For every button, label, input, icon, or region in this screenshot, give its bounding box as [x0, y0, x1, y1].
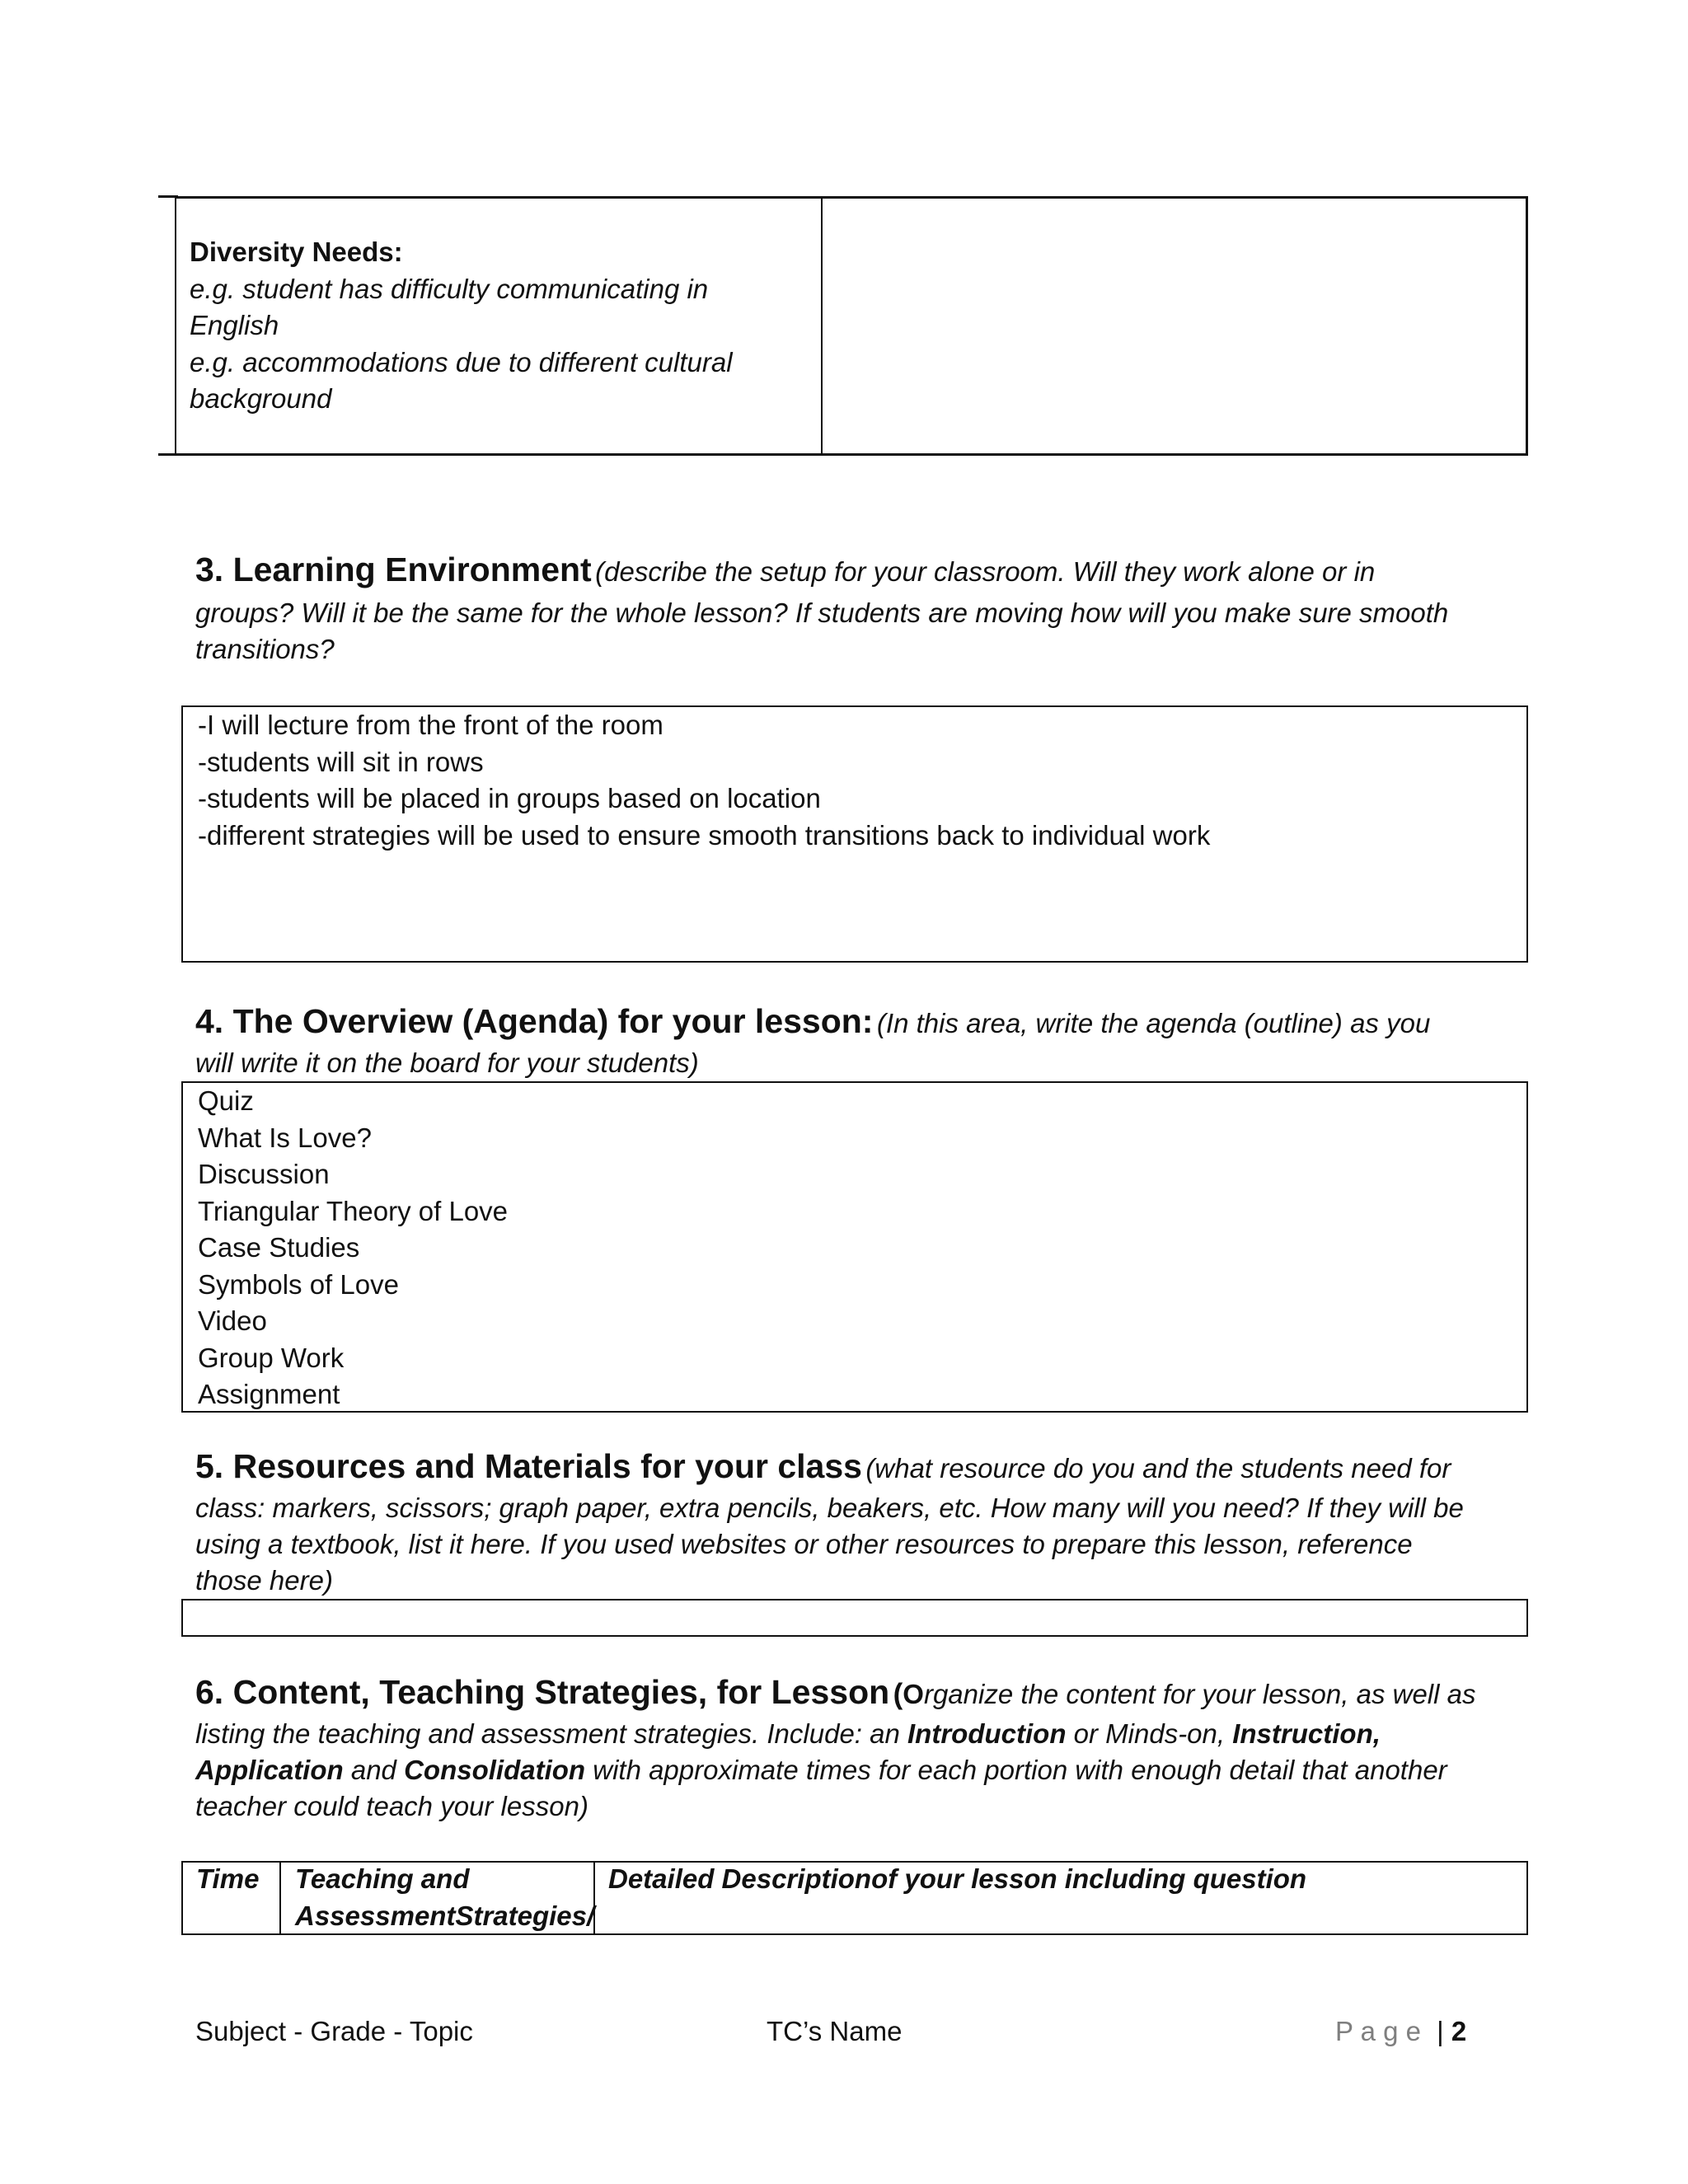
lesson-table-header-description: Detailed Descriptionof your lesson including question: [608, 1863, 1307, 1894]
lesson-table-header-strategies: [295, 1861, 594, 1934]
list-item: -I will lecture from the front of the room: [198, 710, 663, 740]
section-3-instruction: (describe the setup for your classroom. Will they work alone or in: [595, 556, 1376, 587]
footer-subject: Subject - Grade - Topic: [195, 2016, 473, 2046]
page-num: 2: [1451, 2016, 1467, 2046]
learning-environment-box[interactable]: [181, 705, 1528, 963]
section-5-instruction: using a textbook, list it here. If you used websites or other resources to prepare this lesson, reference: [195, 1529, 1413, 1559]
resources-box[interactable]: [181, 1599, 1528, 1637]
section-5-title: 5. Resources and Materials for your class: [195, 1447, 862, 1485]
instruction-text: ,: [1372, 1718, 1381, 1749]
list-item: Case Studies: [198, 1232, 360, 1263]
list-item: What Is Love?: [198, 1122, 372, 1153]
section-4-instruction: will write it on the board for your students): [195, 1047, 699, 1078]
section-6-o: O: [903, 1679, 924, 1709]
page-label: P a g e: [1335, 2016, 1421, 2046]
lesson-table-header-time: Time: [196, 1863, 260, 1894]
footer-tc-name: TC’s Name: [767, 2016, 903, 2046]
list-item: Video: [198, 1305, 267, 1336]
list-item: Quiz: [198, 1085, 254, 1116]
instruction-text: listing the teaching and assessment strategies. Include: an: [195, 1718, 908, 1749]
list-item: Assignment: [198, 1379, 340, 1409]
section-4-heading: [195, 1002, 1430, 1041]
instruction-bold: Introduction: [907, 1718, 1067, 1749]
page-separator: |: [1437, 2016, 1444, 2046]
diversity-line: e.g. student has difficulty communicating in: [190, 273, 709, 304]
instruction-text: or Minds-on,: [1066, 1718, 1233, 1749]
diversity-line: English: [190, 310, 279, 340]
section-6-heading: [195, 1673, 1475, 1712]
section-6-instruction: rganize the content for your lesson, as well as: [923, 1679, 1476, 1709]
section-3-title: 3. Learning Environment: [195, 551, 592, 588]
instruction-text: with approximate times for each portion with enough detail that another: [585, 1755, 1447, 1785]
diversity-line: background: [190, 383, 332, 414]
header-line: Teaching and: [295, 1863, 470, 1894]
section-5-instruction: those here): [195, 1565, 333, 1596]
list-item: -students will be placed in groups based on location: [198, 783, 821, 813]
list-item: Group Work: [198, 1342, 345, 1373]
list-item: -different strategies will be used to ensure smooth transitions back to individual work: [198, 819, 1211, 851]
table-column-divider: [821, 198, 823, 455]
instruction-text: and: [343, 1755, 405, 1785]
table-column-divider: [279, 1861, 281, 1935]
diversity-line: e.g. accommodations due to different cultural: [190, 346, 733, 377]
section-5-instruction: class: markers, scissors; graph paper, extra pencils, beakers, etc. How many will you need? If they will be: [195, 1493, 1464, 1523]
section-3-instruction: groups? Will it be the same for the whole lesson? If students are moving how will you make sure smooth: [195, 598, 1449, 628]
section-6-paren: (: [893, 1678, 903, 1710]
instruction-bold: Instruction: [1232, 1718, 1373, 1749]
list-item: Discussion: [198, 1159, 330, 1189]
section-4-instruction: (In this area, write the agenda (outline) as you: [876, 1008, 1431, 1038]
section-6-instruction: [195, 1716, 1381, 1753]
section-6-title: 6. Content, Teaching Strategies, for Lesson: [195, 1673, 890, 1711]
diversity-label: Diversity Needs:: [190, 237, 403, 267]
instruction-bold: Consolidation: [404, 1755, 586, 1785]
section-5-instruction: (what resource do you and the students need for: [865, 1453, 1451, 1483]
section-5-heading: [195, 1447, 1451, 1486]
list-item: Symbols of Love: [198, 1268, 399, 1300]
diversity-cell: [190, 234, 816, 418]
section-3-instruction: transitions?: [195, 634, 335, 664]
section-3-heading: [195, 551, 1375, 589]
footer-page-number: [1335, 2016, 1466, 2047]
section-4-title: 4. The Overview (Agenda) for your lesson:: [195, 1002, 874, 1040]
instruction-bold: Application: [195, 1755, 344, 1785]
agenda-box[interactable]: [181, 1081, 1528, 1413]
section-6-instruction: [195, 1752, 1447, 1789]
header-line: AssessmentStrategies/: [295, 1900, 595, 1931]
list-item: -students will sit in rows: [198, 746, 484, 777]
section-6-instruction: teacher could teach your lesson): [195, 1791, 588, 1821]
list-item: Triangular Theory of Love: [198, 1195, 509, 1226]
